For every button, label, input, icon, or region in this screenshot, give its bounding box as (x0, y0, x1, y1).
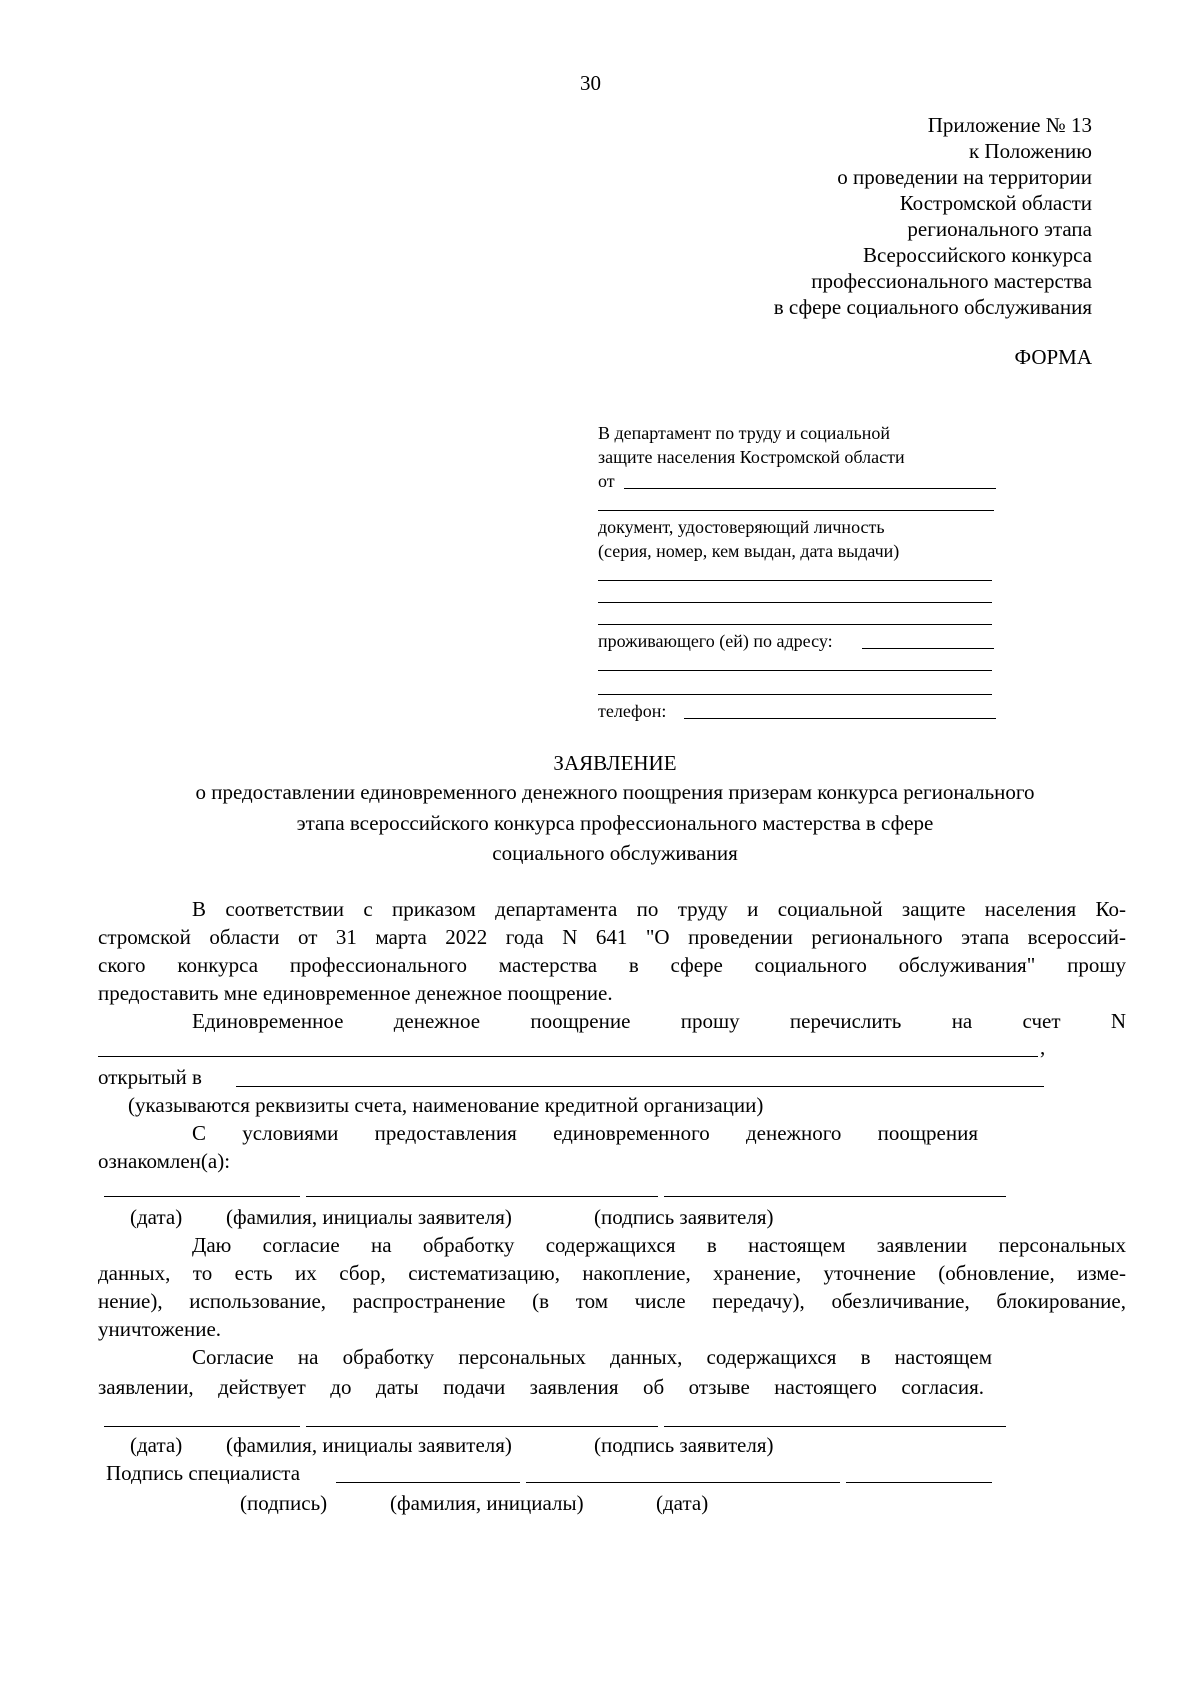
appendix-block (572, 112, 1092, 320)
requisites-note: (указываются реквизиты счета, наименование кредитной организации) (128, 1093, 764, 1117)
sig1-signature-label: (подпись заявителя) (594, 1205, 774, 1229)
address-field-line[interactable] (862, 648, 994, 649)
id-document-line-2[interactable] (598, 602, 992, 603)
consent-line-3: нение), использование, распространение (в том числе передачу), обезличивание, блокирование, (98, 1289, 1126, 1313)
sig2-name-label: (фамилия, инициалы заявителя) (226, 1433, 512, 1457)
address-line-3[interactable] (598, 694, 992, 695)
account-request: Единовременное денежное поощрение прошу перечислить на счет N (192, 1009, 1126, 1033)
bank-name-line[interactable] (236, 1086, 1044, 1087)
id-document-line-1[interactable] (598, 580, 992, 581)
opened-in-label: открытый в (98, 1065, 202, 1089)
specialist-name-caption: (фамилия, инициалы) (390, 1491, 584, 1515)
sig1-date-label: (дата) (130, 1205, 183, 1229)
specialist-date-line[interactable] (846, 1482, 992, 1483)
sig2-signature-line[interactable] (664, 1426, 1006, 1427)
form-label: ФОРМА (1014, 345, 1092, 369)
body-p1-line-1: В соответствии с приказом департамента по труду и социальной защите населения Ко- (192, 897, 1126, 921)
from-label: от (598, 471, 615, 491)
body-p1-line-3: ского конкурса профессионального мастерства в сфере социального обслуживания" прошу (98, 953, 1126, 977)
body-p1-line-4: предоставить мне единовременное денежное поощрение. (98, 981, 613, 1005)
sig2-name-line[interactable] (306, 1426, 658, 1427)
consent-line-2: данных, то есть их сбор, систематизацию, накопление, хранение, уточнение (обновление, изме- (98, 1261, 1126, 1285)
address-line-2[interactable] (598, 670, 992, 671)
addressee-line-2: защите населения Костромской области (598, 447, 905, 467)
address-label: проживающего (ей) по адресу: (598, 631, 833, 651)
id-document-label: документ, удостоверяющий личность (598, 517, 885, 537)
sig2-signature-label: (подпись заявителя) (594, 1433, 774, 1457)
conditions-line-1: С условиями предоставления единовременного денежного поощрения (192, 1121, 978, 1145)
consent-line-1: Даю согласие на обработку содержащихся в настоящем заявлении персональных (192, 1233, 1126, 1257)
appendix-line: в сфере социального обслуживания (773, 295, 1092, 319)
from-field-line-2[interactable] (598, 510, 994, 511)
sig1-date-line[interactable] (104, 1196, 300, 1197)
appendix-line: Всероссийского конкурса (862, 243, 1092, 267)
specialist-signature-line[interactable] (336, 1482, 520, 1483)
statement-title: ЗАЯВЛЕНИЕ (553, 751, 677, 775)
specialist-label: Подпись специалиста (106, 1461, 301, 1485)
specialist-date-caption: (дата) (656, 1491, 709, 1515)
id-document-line-3[interactable] (598, 624, 992, 625)
body-p1-line-2: стромской области от 31 марта 2022 года N 641 "О проведении регионального этапа всероссий- (98, 925, 1126, 949)
sig1-name-label: (фамилия, инициалы заявителя) (226, 1205, 512, 1229)
phone-field-line[interactable] (684, 718, 996, 719)
specialist-signature-caption: (подпись) (240, 1491, 328, 1515)
appendix-line: к Положению (968, 139, 1092, 163)
specialist-name-line[interactable] (526, 1482, 840, 1483)
sig2-date-label: (дата) (130, 1433, 183, 1457)
appendix-line: регионального этапа (907, 217, 1092, 241)
account-number-line[interactable] (98, 1056, 1038, 1057)
phone-label: телефон: (598, 701, 667, 721)
statement-subtitle-1: о предоставлении единовременного денежного поощрения призерам конкурса регионального (195, 780, 1035, 804)
validity-line-2: заявлении, действует до даты подачи заявления об отзыве настоящего согласия. (98, 1375, 984, 1399)
validity-line-1: Согласие на обработку персональных данных, содержащихся в настоящем (192, 1345, 992, 1369)
appendix-line: Костромской области (899, 191, 1092, 215)
consent-line-4: уничтожение. (98, 1317, 222, 1341)
appendix-line: профессионального мастерства (811, 269, 1092, 293)
from-field-line[interactable] (624, 488, 996, 489)
id-document-hint: (серия, номер, кем выдан, дата выдачи) (598, 541, 900, 561)
addressee-line-1: В департамент по труду и социальной (598, 423, 890, 443)
statement-subtitle-2: этапа всероссийского конкурса профессионального мастерства в сфере (296, 811, 934, 835)
account-comma: , (1040, 1035, 1046, 1059)
appendix-line: Приложение № 13 (927, 113, 1092, 137)
statement-subtitle-3: социального обслуживания (492, 841, 738, 865)
sig1-signature-line[interactable] (664, 1196, 1006, 1197)
sig1-name-line[interactable] (306, 1196, 658, 1197)
sig2-date-line[interactable] (104, 1426, 300, 1427)
page-number: 30 (580, 71, 601, 95)
conditions-line-2: ознакомлен(а): (98, 1149, 231, 1173)
appendix-line: о проведении на территории (837, 165, 1092, 189)
